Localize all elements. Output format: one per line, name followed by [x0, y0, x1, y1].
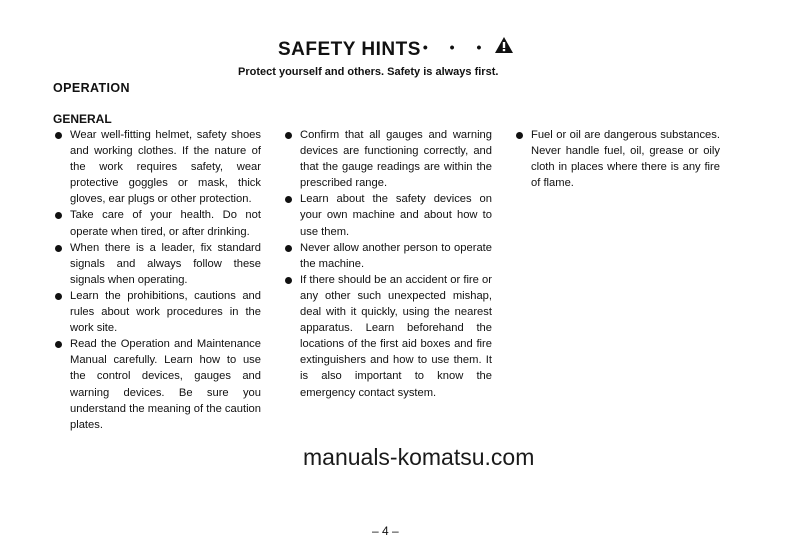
list-item — [55, 207, 261, 239]
bullet-icon — [516, 132, 523, 139]
title-text: SAFETY HINTS — [278, 39, 421, 60]
sub-heading: GENERAL — [53, 112, 112, 126]
section-heading: OPERATION — [53, 81, 130, 95]
list-item-text: Learn the prohibitions, cautions and rules about work procedures in the work site. — [70, 289, 261, 335]
list-item — [285, 127, 492, 191]
column-2 — [285, 127, 492, 401]
bullet-icon — [55, 212, 62, 219]
warning-triangle-icon — [494, 36, 514, 60]
column-1 — [55, 127, 261, 433]
page-title — [278, 38, 514, 62]
bullet-icon — [285, 245, 292, 252]
bullet-icon — [285, 196, 292, 203]
bullet-icon — [55, 341, 62, 348]
list-item-text: Confirm that all gauges and warning devices are functioning correctly, and that the gauge readings are within the prescribed range. — [300, 129, 492, 190]
watermark: manuals-komatsu.com — [303, 444, 535, 470]
list-item-text: Never allow another person to operate the machine. — [300, 241, 492, 270]
bullet-icon — [55, 132, 62, 139]
list-item — [285, 272, 492, 401]
list-item-text: Learn about the safety devices on your own machine and about how to use them. — [300, 193, 492, 238]
list-item-text: Take care of your health. Do not operate when tired, or after drinking. — [70, 209, 261, 238]
list-item — [285, 240, 492, 272]
list-item-text: When there is a leader, fix standard signals and always follow these signals when operating. — [70, 241, 261, 286]
list-item — [516, 127, 720, 191]
bullet-icon — [285, 132, 292, 139]
list-item — [55, 127, 261, 207]
list-item — [55, 288, 261, 336]
list-item-text: Read the Operation and Maintenance Manual carefully. Learn how to use the control devices, gauges and warning devices. Be sure you understand the meaning of the caution plates. — [70, 338, 261, 431]
title-dots: • • • — [422, 39, 491, 55]
subtitle: Protect yourself and others. Safety is always first. — [238, 66, 499, 78]
bullet-icon — [285, 277, 292, 284]
list-item-text: Fuel or oil are dangerous substances. Never handle fuel, oil, grease or oily cloth in places where there is any fire of flame. — [531, 129, 720, 190]
bullet-icon — [55, 293, 62, 300]
list-item-text: If there should be an accident or fire or any other such unexpected mishap, deal with it quickly, using the nearest apparatus. Learn beforehand the locations of the first aid boxes and fire extinguishers and how to use them. It is also important to know the emergency contact system. — [300, 273, 492, 399]
column-3 — [516, 127, 720, 191]
page-number: – 4 – — [372, 524, 399, 538]
list-item-text: Wear well-fitting helmet, safety shoes and working clothes. If the nature of the work requires safety, wear protective goggles or mask, thick gloves, ear plugs or other protection. — [70, 129, 261, 206]
bullet-icon — [55, 245, 62, 252]
list-item — [55, 240, 261, 288]
list-item — [285, 191, 492, 239]
list-item — [55, 336, 261, 433]
